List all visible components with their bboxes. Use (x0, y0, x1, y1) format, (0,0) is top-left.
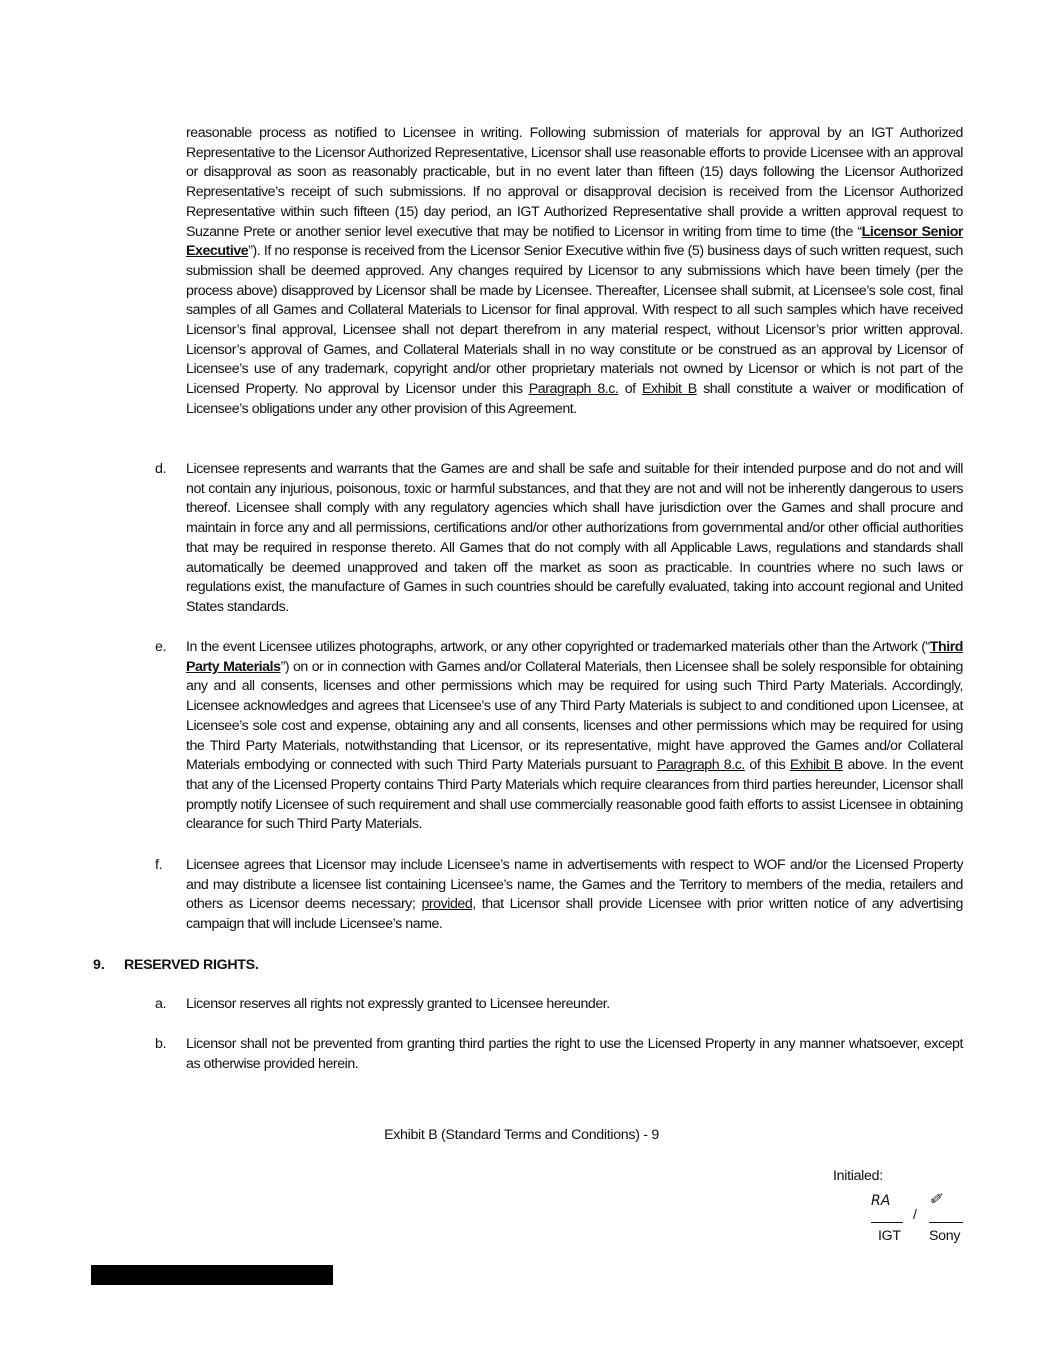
section-9-item-a-paragraph: Licensor reserves all rights not expressly granted to Licensee hereunder. (186, 996, 610, 1012)
reference-paragraph-8c: Paragraph 8.c. (528, 381, 619, 398)
item-d-letter: d. (155, 461, 167, 477)
initials-separator: / (913, 1206, 917, 1222)
paragraph-text: ”). If no response is received from the Licensor Senior Executive within five (5) business days of such written request, such submission shall be deemed approved. Any changes required by Licensor to any submissions which have been timely (per the process above) disapproved by Licensor shall be made by Licensee. Thereafter, Licensee shall submit, at Licensee’s sole cost, final samples of all Games and Collateral Materials to Licensor for final approval. With respect to all such samples which have received Licensor’s final approval, Licensee shall not depart therefrom in any material respect, without Licensor’s prior written approval. Licensor’s approval of Games, and Collateral Materials shall in no way constitute or be construed as an approval by Licensor of Licensee’s use of any trademark, copyright and/or other proprietary materials not owned by Licensor or which is not part of the Licensed Property. No approval by Licensor under this (186, 243, 963, 398)
item-d-paragraph: Licensee represents and warrants that the Games are and shall be safe and suitable for their intended purpose and do not and will not contain any injurious, poisonous, toxic or harmful substances, and that they are not and will not be inherently dangerous to users thereof. Licensee shall comply with any regulatory agencies which shall have jurisdiction over the Games and shall procure and maintain in force any and all permissions, certifications and/or other authorizations from governmental and/or other official authorities that may be required in response thereto. All Games that do not comply with all Applicable Laws, regulations and standards shall automatically be deemed unapproved and taken off the market as soon as practicable. In countries where no such laws or regulations exist, the manufacture of Games in such countries should be carefully evaluated, taking into account regional and United States standards. (186, 461, 963, 615)
paragraph-text: In the event Licensee utilizes photographs, artwork, or any other copyrighted or trademarked materials other than the Artwork (“ (186, 639, 930, 655)
paragraph-text: shall constitute a waiver or modification of Licensee’s obligations under any other provision of this Agreement. (186, 381, 963, 417)
reference-exhibit-b: Exhibit B (789, 757, 843, 774)
paragraph-text: , that Licensor shall provide Licensee with prior written notice of any advertising campaign that will include Licensee’s name. (186, 896, 963, 933)
item-f-paragraph (186, 856, 963, 935)
reference-paragraph-8c: Paragraph 8.c. (656, 757, 745, 774)
paragraph-text: above. In the event that any of the Licensed Property contains Third Party Materials which require clearances from third parties hereunder, Licensor shall promptly notify Licensee of such requirement and shall use commercially reasonable good faith efforts to assist Licensee in obtaining clearance for such Third Party Materials. (186, 757, 963, 833)
sony-initials-signature: ✐ (929, 1190, 942, 1208)
paragraph-text: reasonable process as notified to Licensee in writing. Following submission of materials for approval by an IGT Authorized Representative to the Licensor Authorized Representative, Licensor shall use reasonable efforts to provide Licensee with an approval or disapproval as soon as reasonably practicable, but in no event later than fifteen (15) days following the Licensor Authorized Representative’s receipt of such submissions. If no approval or disapproval decision is received from the Licensor Authorized Representative within such fifteen (15) day period, an IGT Authorized Representative shall provide a written approval request to Suzanne Prete or another senior level executive that may be notified to Licensor in writing from time to time (the “ (186, 125, 963, 240)
defined-term-third-party-materials: Third Party Materials (186, 639, 963, 675)
defined-term-licensor-senior-executive: Licensor Senior Executive (186, 223, 963, 260)
continuation-paragraph (186, 124, 963, 420)
paragraph-text: of this (744, 757, 790, 774)
page-footer: Exhibit B (Standard Terms and Conditions) - 9 (384, 1127, 659, 1143)
igt-label: IGT (878, 1228, 901, 1244)
section-9-number: 9. (93, 957, 105, 973)
reference-exhibit-b: Exhibit B (642, 381, 697, 398)
igt-initials-signature: RA (871, 1193, 891, 1209)
igt-signature-line (871, 1222, 903, 1223)
section-9-item-b-paragraph: Licensor shall not be prevented from granting third parties the right to use the Licensed Property in any manner whatsoever, except as otherwise provided herein. (186, 1036, 963, 1072)
paragraph-text: ”) on or in connection with Games and/or Collateral Materials, then Licensee shall be solely responsible for obtaining any and all consents, licenses and other permissions which may be required for using such Third Party Materials. Accordingly, Licensee acknowledges and agrees that Licensee’s use of any Third Party Materials is subject to and conditioned upon Licensee, at Licensee’s sole cost and expense, obtaining any and all consents, licenses and other permissions which may be required for using the Third Party Materials, notwithstanding that Licensor, or its representative, might have approved the Games and/or Collateral Materials embodying or connected with such Third Party Materials pursuant to (186, 658, 963, 774)
section-9-title: RESERVED RIGHTS. (124, 957, 259, 973)
item-e-paragraph (186, 638, 963, 835)
item-f-letter: f. (155, 857, 163, 873)
initialed-label: Initialed: (833, 1168, 883, 1184)
sony-label: Sony (929, 1228, 961, 1244)
term-provided: provided (421, 896, 473, 913)
paragraph-text: of (618, 381, 643, 398)
sony-signature-line (929, 1222, 963, 1223)
section-9-item-a-letter: a. (155, 996, 167, 1012)
redaction-bar (91, 1265, 333, 1285)
paragraph-text: Licensee agrees that Licensor may include Licensee’s name in advertisements with respect to WOF and/or the Licensed Property and may distribute a licensee list containing Licensee’s name, the Games and the Territory to members of the media, retailers and others as Licensor deems necessary; (186, 857, 963, 913)
section-9-item-b-letter: b. (155, 1036, 167, 1052)
item-e-letter: e. (155, 639, 167, 655)
